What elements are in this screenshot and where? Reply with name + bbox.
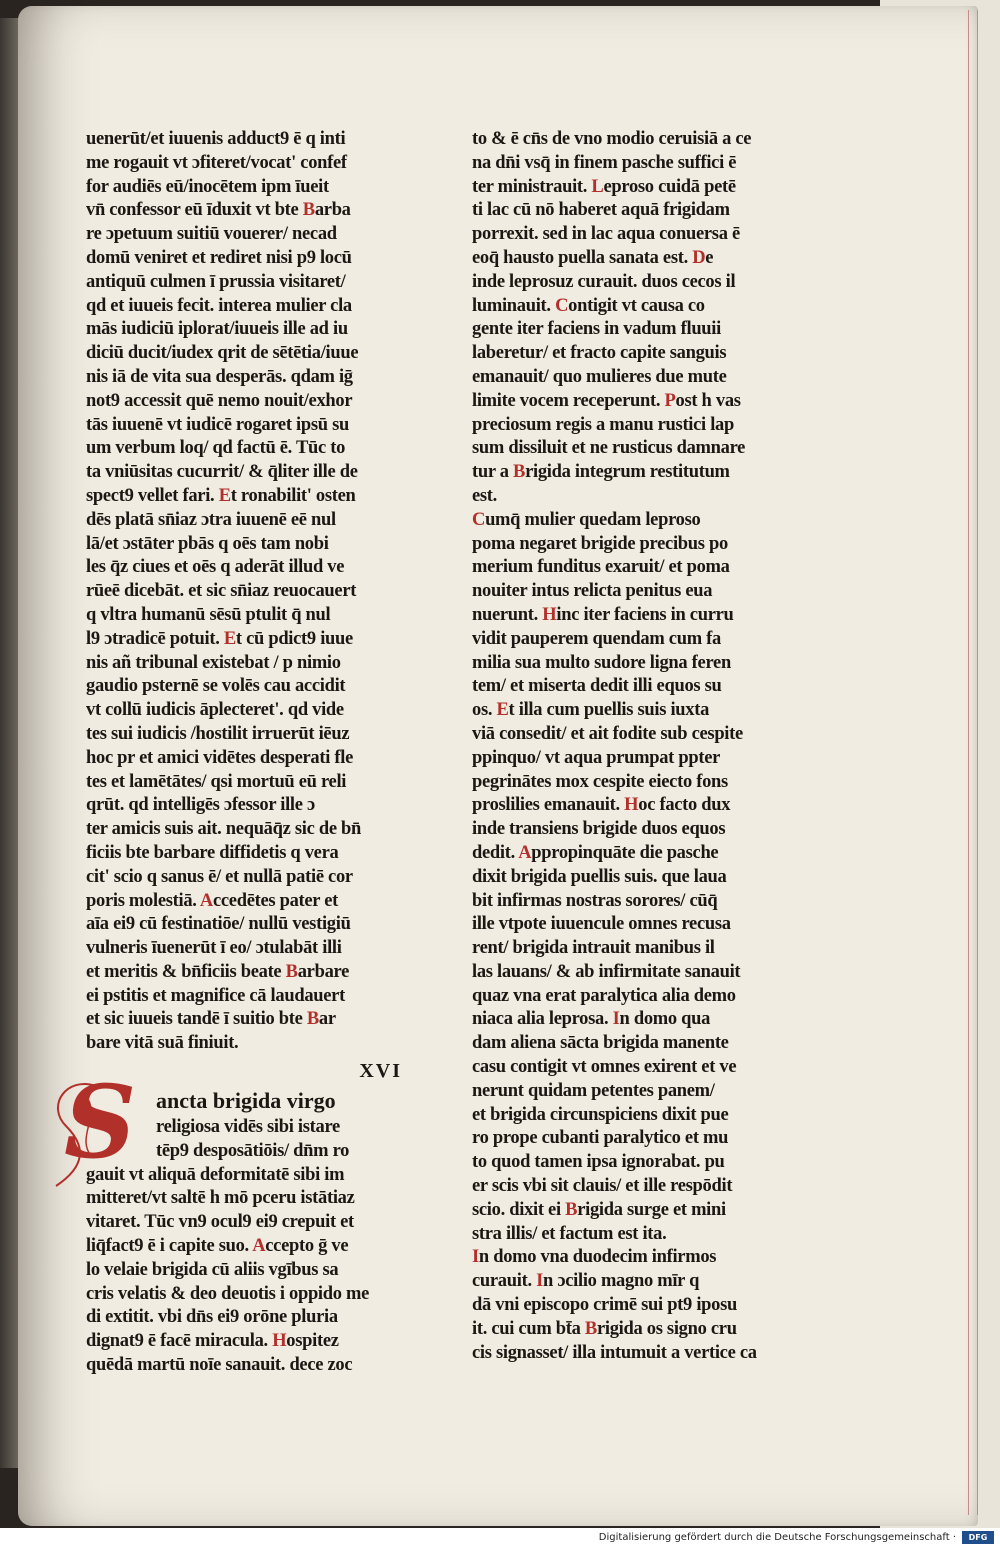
text-line: inde transiens brigide duos equos [472, 819, 726, 840]
text-line: In domo vna duodecim infirmos [472, 1247, 717, 1268]
text-line: poma negaret brigide precibus po [472, 533, 728, 554]
text-line: nis añ tribunal existebat / p nimio [86, 652, 341, 673]
text-line: vidit pauperem quendam cum fa [472, 628, 721, 649]
text-line: l9 ɔtradicē potuit. Et cū pdict9 iuue [86, 628, 353, 649]
text-line: religiosa vidēs sibi istare [156, 1117, 340, 1138]
text-line: tem/ et miserta dedit illi equos su [472, 676, 722, 697]
text-line: dedit. Appropinquāte die pasche [472, 842, 719, 863]
text-line: domū veniret et rediret nisi p9 locū [86, 247, 352, 268]
chapter-heading: ancta brigida virgo [156, 1088, 336, 1114]
text-line: diciū ducit/iudex qrit de sētētia/iuue [86, 343, 359, 364]
text-line: scio. dixit ei Brigida surge et mini [472, 1199, 726, 1220]
text-line: vn̄ confessor eū īduxit vt bte Barba [86, 200, 351, 221]
text-line: rūeē dicebāt. et sic sn̄iaz reuocauert [86, 581, 357, 602]
text-line: for audiēs eū/inocētem ipm īueit [86, 176, 329, 197]
text-line: lā/et ɔstāter pbās q oēs tam nobi [86, 533, 329, 554]
text-line: spect9 vellet fari. Et ronabilit' osten [86, 485, 356, 506]
text-line: mās iudiciū iplorat/iuueis ille ad iu [86, 319, 348, 340]
text-line: os. Et illa cum puellis suis iuxta [472, 700, 710, 721]
text-line: tes et lamētātes/ qsi mortuū eū reli [86, 771, 347, 792]
text-line: me rogauit vt ɔfiteret/vocat' confef [86, 152, 347, 173]
text-line: bare vitā suā finiuit. [86, 1033, 239, 1054]
right-column-text [472, 128, 802, 1365]
text-line: na dn̄i vsq̄ in finem pasche suffici ē [472, 152, 737, 173]
left-column [64, 128, 402, 1378]
text-line: ter amicis suis ait. nequāq̄z sic de bn̄ [86, 819, 362, 840]
footer-bar [0, 1528, 1000, 1547]
text-line: ille vtpote iuuencule omnes recusa [472, 914, 731, 935]
text-line: cis signasset/ illa intumuit a vertice ca [472, 1342, 757, 1363]
text-line: poris molestiā. Accedētes pater et [86, 890, 338, 911]
text-line: dēs platā sn̄iaz ɔtra iuuenē eē nul [86, 509, 336, 530]
text-line: aīa ei9 cū festinatiōe/ nullū vestigiū [86, 914, 351, 935]
text-line: proslilies emanauit. Hoc facto dux [472, 795, 731, 816]
text-line: casu contigit vt omnes exirent et ve [472, 1057, 737, 1078]
text-line: rent/ brigida intrauit manibus il [472, 938, 715, 959]
text-line: cit' scio q sanus ē/ et nullā patiē cor [86, 866, 353, 887]
text-line: ei pstitis et magnifice cā laudauert [86, 985, 345, 1006]
text-line: ter ministrauit. Leproso cuidā petē [472, 176, 736, 197]
chapter-number: XVI [359, 1060, 402, 1083]
text-line: et meritis & bn̄ficiis beate Barbare [86, 961, 350, 982]
text-line: not9 accessit quē nemo nouit/exhor [86, 390, 353, 411]
text-line: dixit brigida puellis suis. que laua [472, 866, 727, 887]
text-line: er scis vbi sit clauis/ et ille respōdit [472, 1176, 733, 1197]
text-line: viā consedit/ et ait fodite sub cespite [472, 723, 743, 744]
text-line: stra illis/ et factum est ita. [472, 1223, 667, 1244]
text-line: dā vni episcopo crimē sui pt9 iposu [472, 1295, 737, 1316]
text-line: quēdā martū noīe sanauit. dece zoc [86, 1355, 353, 1376]
text-line: gaudio psternē se volēs cau accidit [86, 676, 346, 697]
text-line: laberetur/ et fracto capite sanguis [472, 343, 727, 364]
text-line: qrūt. qd intelligēs ɔfessor ille ɔ [86, 795, 315, 816]
text-line: nouiter intus relicta penitus eua [472, 581, 713, 602]
text-line: merium funditus exaruit/ et poma [472, 557, 730, 578]
text-line: pegrinātes mox cespite eiecto fons [472, 771, 728, 792]
text-line: cris velatis & deo deuotis i oppido me [86, 1283, 370, 1304]
text-line: re ɔpetuum suitiū vouerer/ necad [86, 224, 337, 245]
text-line: ta vniūsitas cucurrit/ & q̄liter ille de [86, 462, 358, 483]
text-line: luminauit. Contigit vt causa co [472, 295, 705, 316]
text-line: gente iter faciens in vadum fluuii [472, 319, 721, 340]
chapter-initial: S [64, 1063, 137, 1182]
text-line: curauit. In ɔcilio magno mīr q [472, 1271, 700, 1292]
text-line: ti lac cū nō haberet aquā frigidam [472, 200, 730, 221]
text-line: nis iā de vita sua desperās. qdam iḡ [86, 366, 353, 387]
text-line: lo velaie brigida cū aliis vgībus sa [86, 1259, 339, 1280]
text-line: les q̄z ciues et oēs q aderāt illud ve [86, 557, 345, 578]
text-line: quaz vna erat paralytica alia demo [472, 985, 736, 1006]
left-column-text-top [86, 128, 402, 1056]
text-line: ficiis bte barbare diffidetis q vera [86, 842, 339, 863]
text-line: antiquū culmen ī prussia visitaret/ [86, 271, 346, 292]
text-line: vt collū iudicis āplecteret'. qd vide [86, 700, 344, 721]
text-line: tēp9 desposātiōis/ dn̄m ro [156, 1140, 350, 1161]
text-line: tes sui iudicis /hostilit irruerūt iēuz [86, 723, 350, 744]
text-line: inde leprosuz curauit. duos cecos il [472, 271, 736, 292]
text-line: dam aliena sācta brigida manente [472, 1033, 729, 1054]
text-line: vitaret. Tūc vn9 ocul9 ei9 crepuit et [86, 1212, 354, 1233]
page-edge-rule [968, 10, 978, 1515]
text-line: ppinquo/ vt aqua prumpat ppter [472, 747, 721, 768]
text-line: et sic iuueis tandē ī suitio bte Bar [86, 1009, 336, 1030]
text-line: emanauit/ quo mulieres due mute [472, 366, 727, 387]
text-line: nerunt quidam petentes panem/ [472, 1080, 715, 1101]
text-line: vulneris īuenerūt ī eo/ ɔtulabāt illi [86, 938, 342, 959]
text-line: sum dissiluit et ne rusticus damnare [472, 438, 746, 459]
text-line: liq̄fact9 ē i capite suo. Accepto ḡ ve [86, 1236, 349, 1257]
text-line: qd et iuueis fecit. interea mulier cla [86, 295, 352, 316]
text-line: dignat9 ē facē miracula. Hospitez [86, 1331, 339, 1352]
text-line: ro prope cubanti paralytico et mu [472, 1128, 729, 1149]
right-column [472, 128, 802, 1365]
text-line: to & ē cn̄s de vno modio ceruisiā a ce [472, 129, 752, 149]
footer-credit: Digitalisierung gefördert durch die Deutsche Forschungsgemeinschaft · [598, 1532, 956, 1543]
text-line: hoc pr et amici vidētes desperati fle [86, 747, 354, 768]
text-line: mitteret/vt saltē h mō pceru istātiaz [86, 1188, 355, 1209]
text-line: uenerūt/et iuuenis adduct9 ē q inti [86, 129, 346, 149]
text-line: preciosum regis a manu rustici lap [472, 414, 734, 435]
text-line: nuerunt. Hinc iter faciens in curru [472, 604, 734, 625]
text-line: limite vocem receperunt. Post h vas [472, 390, 741, 411]
text-line: las lauans/ & ab infirmitate sanauit [472, 961, 741, 982]
text-line: niaca alia leprosa. In domo qua [472, 1009, 711, 1030]
text-line: tur a Brigida integrum restitutum [472, 462, 730, 483]
text-line: eoq̄ hausto puella sanata est. De [472, 247, 714, 268]
text-line: Cumq̄ mulier quedam leproso [472, 509, 701, 530]
text-line: milia sua multo sudore ligna feren [472, 652, 731, 673]
text-line: it. cui cum bt̄a Brigida os signo cru [472, 1318, 737, 1339]
text-line: tās iuuenē vt iudicē rogaret ipsū su [86, 414, 349, 435]
dfg-logo: DFG [962, 1531, 994, 1544]
text-line: est. [472, 485, 497, 506]
text-line: to quod tamen ipsa ignorabat. pu [472, 1152, 725, 1173]
text-line: et brigida circunspiciens dixit pue [472, 1104, 729, 1125]
text-line: porrexit. sed in lac aqua conuersa ē [472, 224, 740, 245]
text-line: di extitit. vbi dn̄s ei9 orōne pluria [86, 1307, 338, 1328]
text-line: q vltra humanū sēsū ptulit q̄ nul [86, 604, 331, 625]
text-line: bit infirmas nostras sorores/ cūq̄ [472, 890, 718, 911]
text-line: um verbum loq/ qd factū ē. Tūc to [86, 438, 346, 459]
text-line: gauit vt aliquā deformitatē sibi im [86, 1164, 345, 1185]
